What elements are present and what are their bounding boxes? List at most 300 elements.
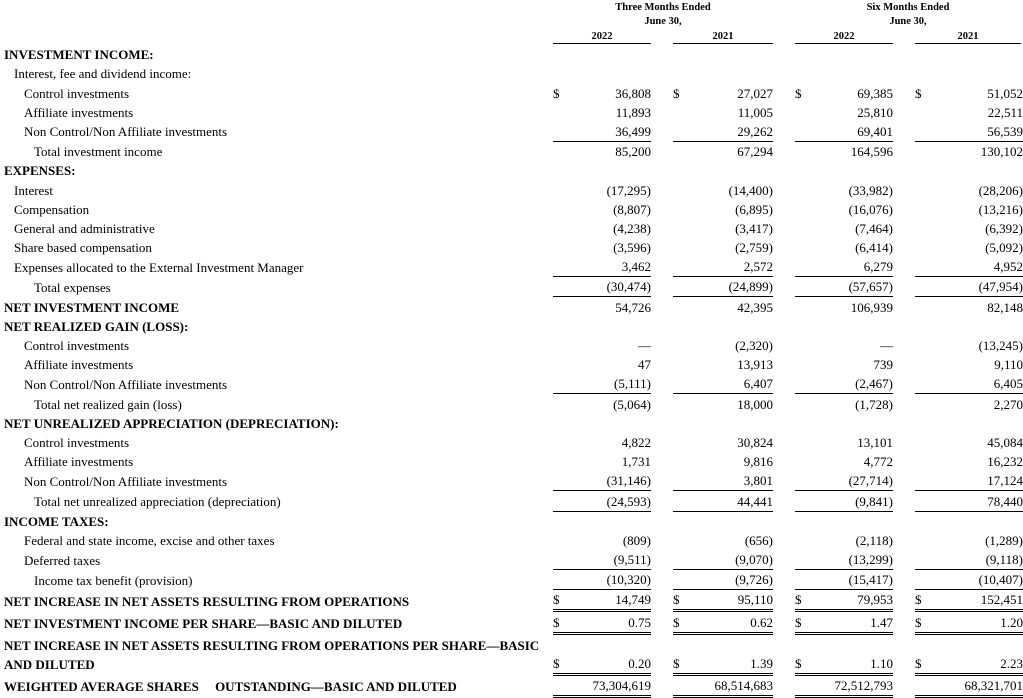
value-cell: 25,810 [857, 104, 893, 120]
value-cell: 106,939 [850, 299, 893, 315]
currency-symbol [553, 219, 571, 238]
currency-symbol [553, 570, 571, 590]
column-gap [651, 297, 673, 317]
column-gap [773, 277, 795, 297]
currency-symbol [673, 45, 691, 64]
currency-symbol [915, 238, 933, 257]
six-months-header [795, 2, 1021, 27]
currency-symbol [673, 374, 691, 394]
currency-symbol [795, 355, 813, 374]
currency-symbol [673, 414, 691, 433]
value-cell: 78,440 [933, 491, 1023, 511]
value-cell: 6,407 [691, 374, 773, 394]
table-row [0, 633, 1023, 674]
currency-symbol [795, 238, 813, 257]
currency-symbol [915, 511, 933, 531]
column-gap [651, 103, 673, 122]
table-row [0, 297, 1023, 317]
table-row [0, 238, 1023, 257]
column-gap [773, 141, 795, 161]
table-row [0, 570, 1023, 590]
value-cell: 69,385 [857, 85, 893, 101]
column-gap [773, 336, 795, 355]
column-gap [651, 200, 673, 219]
value-cell [933, 45, 1023, 64]
currency-symbol [673, 141, 691, 161]
currency-symbol [553, 257, 571, 277]
currency-symbol [795, 414, 813, 433]
value-cell [933, 317, 1023, 336]
currency-symbol: $ [553, 611, 571, 633]
column-gap [651, 219, 673, 238]
column-gap [773, 433, 795, 452]
value-cell: (6,392) [985, 220, 1023, 236]
value-cell [813, 414, 893, 433]
value-cell: 85,200 [615, 144, 651, 160]
currency-symbol [795, 550, 813, 570]
column-gap [651, 491, 673, 511]
value-cell: (6,414) [855, 240, 893, 256]
currency-symbol [673, 297, 691, 317]
six-months-header-line1: Six Months Ended [866, 2, 950, 13]
value-cell: 164,596 [850, 144, 893, 160]
column-gap [773, 414, 795, 433]
column-gap [893, 83, 915, 102]
table-row [0, 180, 1023, 199]
row-label: NET INCREASE IN NET ASSETS RESULTING FROM OPERATIONS PER SHARE—BASIC AND DILUTED [4, 638, 540, 673]
value-cell: 68,321,701 [933, 674, 1023, 696]
value-cell: (4,238) [613, 220, 651, 236]
column-gap [893, 317, 915, 336]
currency-symbol [915, 394, 933, 414]
currency-symbol [915, 297, 933, 317]
currency-symbol [553, 277, 571, 297]
column-gap [651, 633, 673, 674]
currency-symbol [673, 103, 691, 122]
currency-symbol: $ [795, 590, 813, 611]
currency-symbol [795, 297, 813, 317]
table-row [0, 374, 1023, 394]
currency-symbol [795, 103, 813, 122]
value-cell: 45,084 [987, 434, 1023, 450]
value-cell: (809) [622, 532, 651, 548]
value-cell: (3,596) [613, 240, 651, 256]
column-gap [773, 394, 795, 414]
value-cell [571, 64, 651, 83]
value-cell: (656) [744, 532, 773, 548]
column-gap [893, 633, 915, 674]
currency-symbol [915, 257, 933, 277]
value-cell: 4,952 [933, 257, 1023, 277]
value-cell: 72,512,793 [813, 674, 893, 696]
column-gap [773, 452, 795, 471]
currency-symbol [673, 394, 691, 414]
row-label: NET INCREASE IN NET ASSETS RESULTING FROM OPERATIONS [4, 593, 410, 609]
table-row [0, 161, 1023, 180]
value-cell: 4,772 [863, 454, 893, 470]
currency-symbol [795, 200, 813, 219]
value-cell: (2,759) [735, 240, 773, 256]
value-cell: 6,279 [813, 257, 893, 277]
currency-symbol: $ [915, 633, 933, 674]
column-gap [893, 433, 915, 452]
table-row [0, 414, 1023, 433]
currency-symbol [553, 161, 571, 180]
column-gap [773, 122, 795, 142]
table-row [0, 433, 1023, 452]
table-row [0, 103, 1023, 122]
value-cell: 130,102 [980, 144, 1023, 160]
six-months-header-line2: June 30, [889, 16, 927, 27]
table-row [0, 45, 1023, 64]
column-gap [773, 471, 795, 491]
table-row [0, 277, 1023, 297]
currency-symbol [915, 471, 933, 491]
column-gap [651, 83, 673, 102]
value-cell: 1.10 [813, 633, 893, 674]
value-cell: (13,299) [813, 550, 893, 570]
value-cell: 79,953 [813, 590, 893, 611]
value-cell [933, 161, 1023, 180]
row-label: Control investments [24, 85, 130, 101]
value-cell: 36,499 [571, 122, 651, 142]
column-gap [893, 550, 915, 570]
column-gap [773, 570, 795, 590]
column-gap [893, 570, 915, 590]
column-gap [893, 374, 915, 394]
value-cell: 0.75 [571, 611, 651, 633]
value-cell [691, 64, 773, 83]
column-gap [773, 297, 795, 317]
currency-symbol [673, 180, 691, 199]
currency-symbol: $ [553, 85, 560, 101]
column-gap [893, 355, 915, 374]
row-label: INCOME TAXES: [4, 513, 109, 529]
column-gap [651, 161, 673, 180]
value-cell: 13,913 [737, 357, 773, 373]
table-row [0, 452, 1023, 471]
value-cell: 3,462 [571, 257, 651, 277]
value-cell: 2,270 [993, 396, 1023, 412]
value-cell: (5,064) [613, 396, 651, 412]
value-cell: (7,464) [855, 220, 893, 236]
value-cell: (9,726) [691, 570, 773, 590]
value-cell: 47 [638, 357, 651, 373]
value-cell: (2,118) [855, 532, 893, 548]
year-header-col1: 2022 [553, 30, 651, 44]
currency-symbol [915, 180, 933, 199]
table-row [0, 491, 1023, 511]
currency-symbol: $ [673, 85, 680, 101]
table-row [0, 336, 1023, 355]
value-cell: (6,895) [735, 201, 773, 217]
currency-symbol [795, 180, 813, 199]
value-cell: 1.47 [813, 611, 893, 633]
currency-symbol [673, 317, 691, 336]
column-gap [893, 531, 915, 550]
column-gap [773, 317, 795, 336]
row-label: Income tax benefit (provision) [34, 572, 193, 588]
currency-symbol [553, 238, 571, 257]
currency-symbol [915, 414, 933, 433]
value-cell: 11,893 [615, 104, 651, 120]
column-gap [651, 374, 673, 394]
currency-symbol [553, 336, 571, 355]
currency-symbol [553, 355, 571, 374]
currency-symbol [795, 674, 813, 696]
value-cell: 2,572 [691, 257, 773, 277]
value-cell: 36,808 [615, 85, 651, 101]
currency-symbol: $ [915, 85, 922, 101]
currency-symbol [795, 336, 813, 355]
value-cell: 9,110 [994, 357, 1023, 373]
currency-symbol [915, 219, 933, 238]
currency-symbol [915, 317, 933, 336]
table-row [0, 83, 1023, 102]
currency-symbol [673, 238, 691, 257]
column-gap [651, 511, 673, 531]
column-gap [893, 611, 915, 633]
column-gap [893, 122, 915, 142]
column-gap [893, 491, 915, 511]
column-gap [893, 161, 915, 180]
column-gap [893, 257, 915, 277]
value-cell: (16,076) [848, 201, 893, 217]
currency-symbol [795, 64, 813, 83]
row-label: Affiliate investments [24, 357, 134, 373]
column-gap [893, 219, 915, 238]
column-gap [651, 317, 673, 336]
currency-symbol [795, 433, 813, 452]
value-cell [571, 45, 651, 64]
currency-symbol [673, 531, 691, 550]
column-gap [773, 45, 795, 64]
value-cell [691, 161, 773, 180]
currency-symbol [915, 531, 933, 550]
currency-symbol: $ [795, 611, 813, 633]
column-gap [893, 141, 915, 161]
table-row [0, 511, 1023, 531]
row-label: Total expenses [34, 279, 111, 295]
column-gap [893, 64, 915, 83]
currency-symbol [915, 141, 933, 161]
column-gap [773, 633, 795, 674]
income-statement-table [0, 45, 1023, 698]
value-cell: (10,407) [933, 570, 1023, 590]
column-gap [893, 45, 915, 64]
row-label: EXPENSES: [4, 163, 76, 179]
column-gap [773, 238, 795, 257]
currency-symbol [795, 161, 813, 180]
currency-symbol [673, 219, 691, 238]
column-gap [773, 64, 795, 83]
currency-symbol [915, 452, 933, 471]
column-gap [651, 394, 673, 414]
value-cell [571, 317, 651, 336]
value-cell: (15,417) [813, 570, 893, 590]
currency-symbol [915, 491, 933, 511]
value-cell [813, 317, 893, 336]
currency-symbol [673, 161, 691, 180]
value-cell: 9,816 [743, 454, 773, 470]
value-cell: 6,405 [933, 374, 1023, 394]
value-cell: 42,395 [737, 299, 773, 315]
currency-symbol [915, 122, 933, 142]
currency-symbol [795, 141, 813, 161]
year-header-col4: 2021 [915, 30, 1021, 44]
currency-symbol [553, 531, 571, 550]
column-gap [773, 590, 795, 611]
currency-symbol: $ [915, 590, 933, 611]
currency-symbol [673, 550, 691, 570]
value-cell [813, 45, 893, 64]
currency-symbol [673, 64, 691, 83]
currency-symbol [553, 471, 571, 491]
value-cell [933, 511, 1023, 531]
column-gap [651, 355, 673, 374]
column-gap [893, 511, 915, 531]
row-label: Expenses allocated to the External Investment Manager [14, 259, 304, 275]
value-cell: 2.23 [933, 633, 1023, 674]
currency-symbol [553, 491, 571, 511]
row-label: INVESTMENT INCOME: [4, 47, 154, 63]
three-months-header-line1: Three Months Ended [615, 2, 711, 13]
row-label: NET INVESTMENT INCOME PER SHARE—BASIC AND DILUTED [4, 616, 403, 632]
currency-symbol [915, 200, 933, 219]
currency-symbol [915, 103, 933, 122]
column-gap [773, 550, 795, 570]
value-cell: (13,216) [978, 201, 1023, 217]
currency-symbol [553, 394, 571, 414]
value-cell: (9,118) [933, 550, 1023, 570]
currency-symbol [795, 257, 813, 277]
column-gap [651, 570, 673, 590]
column-gap [651, 257, 673, 277]
value-cell: 3,801 [691, 471, 773, 491]
table-row [0, 317, 1023, 336]
row-label: Control investments [24, 338, 130, 353]
currency-symbol [553, 452, 571, 471]
table-row [0, 394, 1023, 414]
currency-symbol [795, 491, 813, 511]
column-gap [651, 336, 673, 355]
row-label: Non Control/Non Affiliate investments [24, 376, 228, 392]
column-gap [893, 590, 915, 611]
column-gap [893, 471, 915, 491]
currency-symbol: $ [673, 611, 691, 633]
value-cell: 30,824 [737, 434, 773, 450]
column-gap [893, 297, 915, 317]
value-cell: (24,593) [571, 491, 651, 511]
currency-symbol [553, 297, 571, 317]
value-cell: — [880, 338, 893, 353]
currency-symbol [553, 674, 571, 696]
table-row [0, 200, 1023, 219]
currency-symbol [673, 570, 691, 590]
value-cell: (31,146) [571, 471, 651, 491]
table-row [0, 471, 1023, 491]
currency-symbol [673, 355, 691, 374]
row-label: Affiliate investments [24, 454, 134, 470]
value-cell: (9,070) [691, 550, 773, 570]
column-gap [651, 471, 673, 491]
value-cell: 54,726 [615, 299, 651, 315]
row-label: Deferred taxes [24, 552, 101, 568]
currency-symbol [673, 200, 691, 219]
value-cell [571, 511, 651, 531]
currency-symbol [553, 122, 571, 142]
value-cell [691, 414, 773, 433]
currency-symbol [673, 336, 691, 355]
currency-symbol [915, 161, 933, 180]
currency-symbol: $ [553, 633, 571, 674]
value-cell [571, 414, 651, 433]
row-label: NET INVESTMENT INCOME [4, 299, 180, 315]
three-months-header [553, 2, 773, 27]
table-row [0, 355, 1023, 374]
value-cell: (17,295) [606, 182, 651, 198]
row-label: Affiliate investments [24, 104, 134, 120]
column-gap [651, 674, 673, 696]
currency-symbol [795, 45, 813, 64]
row-label: Total net unrealized appreciation (depreciation) [34, 494, 281, 509]
table-row [0, 257, 1023, 277]
currency-symbol [915, 374, 933, 394]
row-label: General and administrative [14, 220, 155, 236]
value-cell: 1,731 [621, 454, 651, 470]
value-cell: (13,245) [978, 338, 1023, 353]
currency-symbol [915, 433, 933, 452]
column-gap [651, 611, 673, 633]
column-gap [651, 45, 673, 64]
value-cell: (28,206) [978, 182, 1023, 198]
value-cell: (24,899) [691, 277, 773, 297]
value-cell: 44,441 [691, 491, 773, 511]
currency-symbol [673, 257, 691, 277]
value-cell: (27,714) [813, 471, 893, 491]
currency-symbol [915, 674, 933, 696]
currency-symbol [553, 180, 571, 199]
column-gap [651, 590, 673, 611]
currency-symbol [795, 317, 813, 336]
currency-symbol [673, 511, 691, 531]
value-cell: 0.20 [571, 633, 651, 674]
table-row [0, 611, 1023, 633]
value-cell: (1,289) [985, 532, 1023, 548]
value-cell: 1.39 [691, 633, 773, 674]
row-label: Total net realized gain (loss) [34, 396, 182, 412]
value-cell: 95,110 [691, 590, 773, 611]
value-cell [691, 45, 773, 64]
column-gap [773, 511, 795, 531]
column-gap [893, 103, 915, 122]
column-gap [893, 674, 915, 696]
year-header-col3: 2022 [795, 30, 893, 44]
value-cell: 13,101 [857, 434, 893, 450]
column-gap [651, 180, 673, 199]
currency-symbol [673, 433, 691, 452]
year-header-col2: 2021 [673, 30, 773, 44]
table-row [0, 674, 1023, 696]
value-cell: 73,304,619 [571, 674, 651, 696]
row-label: Share based compensation [14, 240, 152, 256]
row-label: Non Control/Non Affiliate investments [24, 473, 228, 489]
value-cell: 18,000 [737, 396, 773, 412]
currency-symbol [795, 511, 813, 531]
value-cell: 82,148 [987, 299, 1023, 315]
column-gap [893, 238, 915, 257]
currency-symbol [673, 471, 691, 491]
